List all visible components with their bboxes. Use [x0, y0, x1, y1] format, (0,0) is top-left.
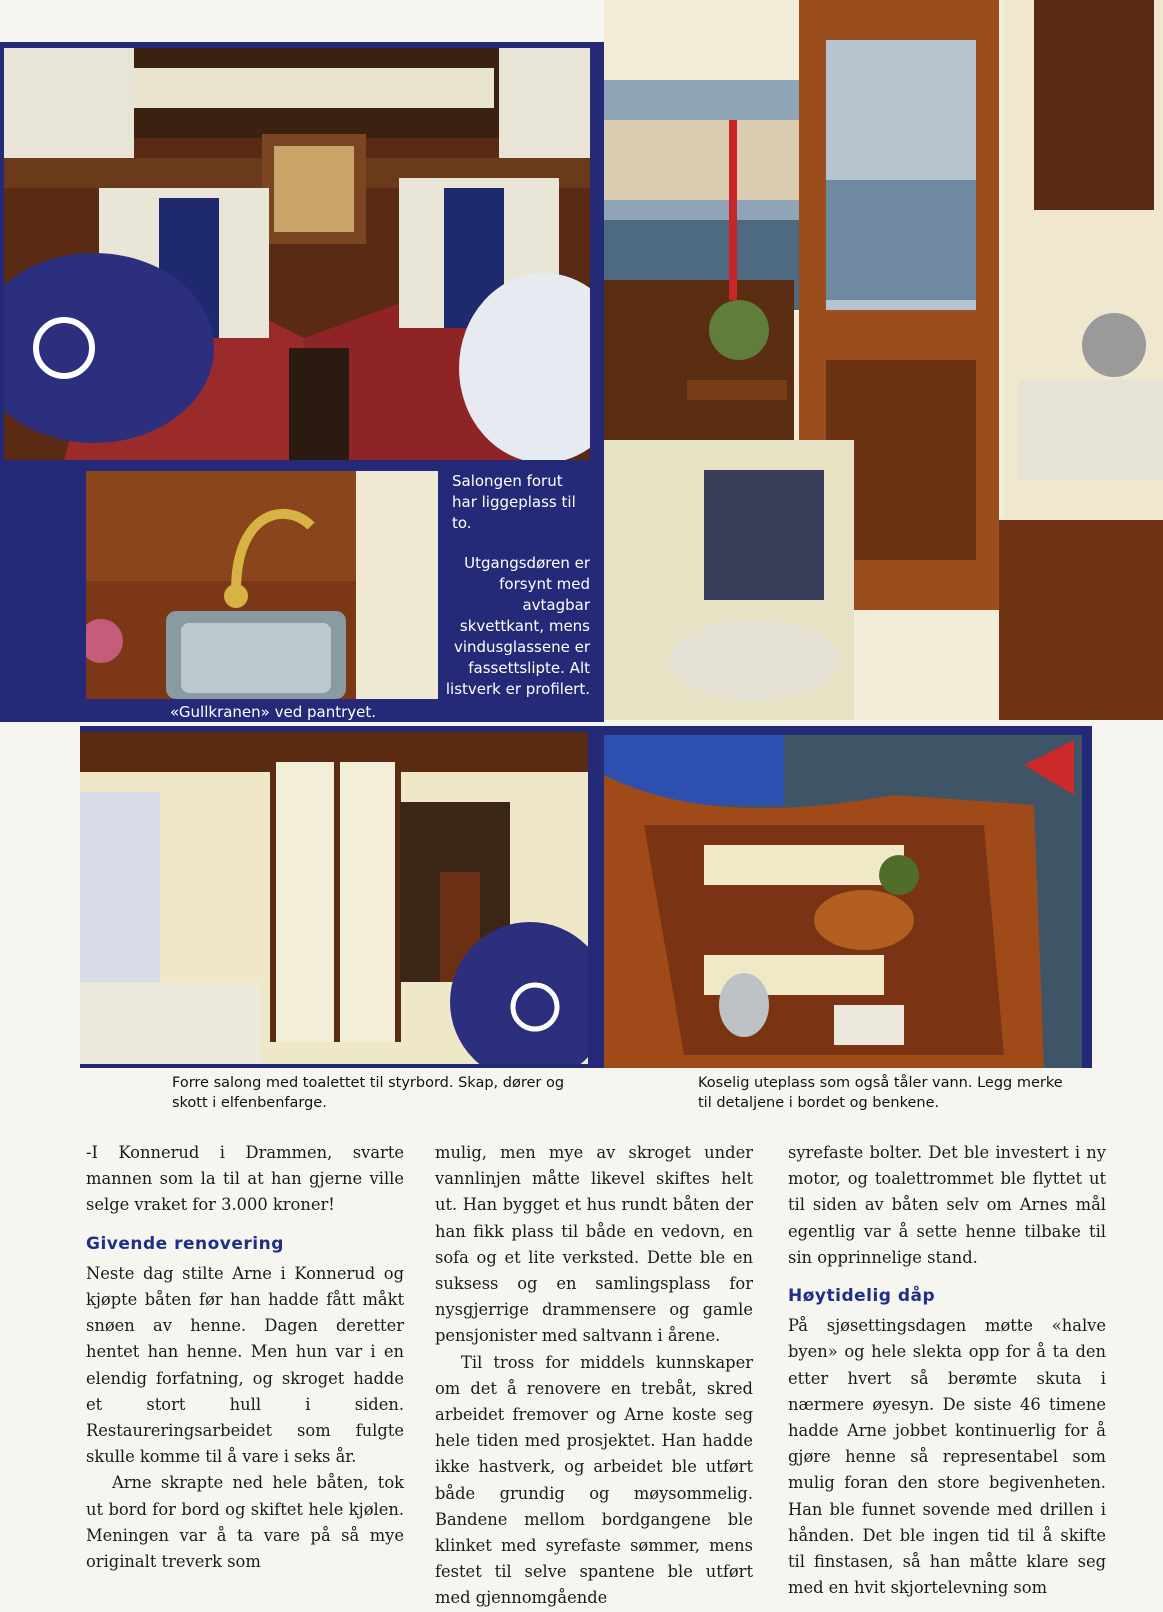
caption-utgangsdoren: Utgangsdøren er forsynt med avtagbar skvettkant, mens vindusglassene er fassettslipte. Alt listverk er profilert.	[445, 554, 590, 698]
section-heading-givende-renovering: Givende renovering	[86, 1233, 284, 1254]
paragraph: På sjøsettingsdagen møtte «halve byen» og hele slekta opp for å ta den etter hvert så berømte skuta i nærmere øyesyn. De siste 46 timene hadde Arne jobbet kontinuerlig for å gjøre henne så representabel som mulig foran den store begivenheten. Han ble funnet sovende med drillen i hånden. Det ble ingen tid til å skifte til finstasen, så han måtte klare seg med en hvit skjortelevning som	[788, 1316, 1106, 1598]
article-column-1	[86, 1140, 404, 1575]
photo-gullkranen	[86, 471, 438, 699]
paragraph: mulig, men mye av skroget under vannlinjen måtte likevel skiftes helt ut. Han bygget et hus rundt båten der han fikk plass til både en vedovn, en sofa og et lite verksted. Dette ble en suksess og en samlingsplass for nysgjerrige drammensere og gamle pensjonister med saltvann i årene.	[435, 1143, 753, 1346]
caption-forre-salong: Forre salong med toalettet til styrbord. Skap, dører og skott i elfenbenfarge.	[172, 1075, 565, 1111]
photo-koselig-uteplass	[604, 735, 1082, 1068]
photo-forre-salong	[80, 732, 588, 1064]
article-column-2	[435, 1140, 753, 1612]
caption-salong: Salongen forut har liggeplass til to.	[452, 472, 576, 532]
photo-salong-forut	[4, 48, 590, 460]
caption-koselig-uteplass: Koselig uteplass som også tåler vann. Legg merke til detaljene i bordet og benkene.	[698, 1075, 1063, 1111]
article-column-3	[788, 1140, 1106, 1601]
paragraph: Arne skrapte ned hele båten, tok ut bord for bord og skiftet hele kjølen. Meningen var å ta vare på så mye originalt treverk som	[86, 1473, 404, 1572]
photo-utgangsdoren	[604, 0, 1163, 720]
section-heading-hoytidelig-dap: Høytidelig dåp	[788, 1286, 936, 1307]
paragraph: -I Konnerud i Drammen, svarte mannen som la til at han gjerne ville selge vraket for 3.000 kroner!	[86, 1143, 404, 1215]
paragraph: Neste dag stilte Arne i Konnerud og kjøpte båten før han hadde fått måkt snøen av henne. Dagen deretter hentet han henne. Men hun var i en elendig forfatning, og skroget hadde et stort hull i siden. Restaureringsarbeidet som fulgte skulle komme til å vare i seks år.	[86, 1263, 404, 1467]
paragraph: syrefaste bolter. Det ble investert i ny motor, og toalettrommet ble flyttet ut til siden av båten selv om Arnes mål egentlig var å sette henne tilbake til sin opprinnelige stand.	[788, 1143, 1106, 1267]
paragraph: Til tross for middels kunnskaper om det å renovere en trebåt, skred arbeidet fremover og Arne koste seg hele tiden med prosjektet. Han hadde ikke hastverk, og arbeidet ble utført både grundig og møysommelig. Bandene mellom bordgangene ble klinket med syrefaste sømmer, mens festet til selve spantene ble utført med gjennomgående	[435, 1352, 753, 1608]
caption-gullkranen: «Gullkranen» ved pantryet.	[170, 703, 377, 721]
